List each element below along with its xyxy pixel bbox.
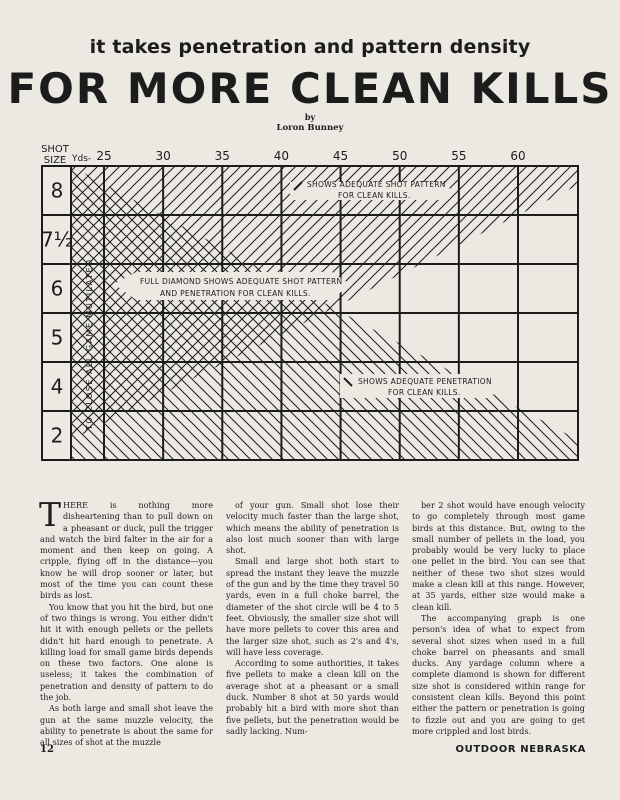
penetration-annotation-line2: FOR CLEAN KILLS.	[388, 388, 461, 397]
shot-size-label: 2	[50, 423, 64, 448]
shot-size-label: 8	[50, 178, 64, 203]
diamond-annotation-line1: FULL DIAMOND SHOWS ADEQUATE SHOT PATTERN	[140, 277, 343, 286]
article-paragraph: ber 2 shot would have enough velocity to go completely through most game birds at this distance. But, owing to the small number of pellets in the load, you probably would be very lucky to place one pellet in the bird. You can see that neither of these two shot sizes would make a clean kill at this range. However, at 35 yards, either size would make a clean kill.	[412, 500, 585, 612]
article-paragraph	[39, 495, 213, 602]
x-tick-25: 25	[96, 149, 112, 163]
x-tick-40: 40	[273, 149, 290, 163]
pattern-annotation-line2: FOR CLEAN KILLS.	[338, 191, 411, 200]
article-body	[39, 495, 585, 749]
side-label-mutilated: TO CLOSE ALL GAME MUTILATED	[85, 258, 94, 430]
x-tick-55: 55	[451, 149, 467, 163]
drop-cap: T	[39, 495, 62, 534]
headline: FOR MORE CLEAN KILLS	[7, 64, 613, 113]
article-column-2	[226, 500, 399, 749]
shot-size-label: 4	[50, 374, 64, 399]
article-paragraph: You know that you hit the bird, but one of two things is wrong. You either didn't hit it with enough pellets or the pellets didn't hit hard enough to penetrate. A killing load for small game birds depends on these two factors. One alone is useless; it takes the combination of penetration and density of pattern to do the job.	[40, 601, 213, 703]
article-paragraph: According to some authorities, it takes five pellets to make a clean kill on the average shot at a pheasant or a small duck. Number 8 shot at 50 yards would probably hit a bird with more shot than five pellets, but the penetration would be sadly lacking. Num-	[226, 658, 399, 736]
corner-label-size: SIZE	[43, 155, 67, 166]
article-paragraph: The accompanying graph is one person's idea of what to expect from several shot sizes when used in a full choke barrel on pheasants and small ducks. Any yardage column where a complete diamond is shown for different size shot is considered within range for consistent clean kills. Beyond this point either the pattern or penetration is going to fizzle out and you are going to get more crippled and lost birds.	[412, 612, 585, 736]
article-paragraph: As both large and small shot leave the gun at the same muzzle velocity, the ability to penetrate is about the same for all sizes of shot at the muzzle	[40, 703, 213, 748]
byline-author: Loron Bunney	[276, 123, 344, 133]
yards-label: Yds-	[72, 154, 92, 164]
kicker-line: it takes penetration and pattern density	[89, 36, 531, 58]
x-tick-45: 45	[332, 149, 349, 163]
article-paragraph-text: HERE is nothing more disheartening than to pull down on a pheasant or duck, pull the trigger and watch the bird falter in the air for a moment and then keep on going. A cripple, flying off in the distance—you know he will drop sooner or later, but most of the time you can count these birds as lost.	[40, 500, 213, 601]
shot-size-label: 6	[50, 276, 64, 301]
article-paragraph: Small and large shot both start to spread the instant they leave the muzzle of the gun and by the time they travel 50 yards, even in a full choke barrel, the diameter of the shot circle will be 4 to 5 feet. Obviously, the smaller size shot will have more pellets to cover this area and the larger size shot, such as 2's and 4's, will have less coverage.	[226, 556, 399, 657]
x-tick-50: 50	[392, 149, 408, 163]
penetration-annotation-line1: SHOWS ADEQUATE PENETRATION	[358, 377, 492, 386]
page-number: 12	[40, 744, 54, 755]
article-column-3	[412, 500, 585, 749]
x-tick-30: 30	[155, 149, 171, 163]
diamond-annotation-line2: AND PENETRATION FOR CLEAN KILLS.	[160, 289, 311, 298]
pattern-annotation-line1: SHOWS ADEQUATE SHOT PATTERN	[307, 180, 446, 189]
magazine-name: OUTDOOR NEBRASKA	[455, 744, 586, 755]
x-tick-35: 35	[214, 149, 230, 163]
article-column-1	[39, 495, 213, 749]
corner-label-shot: SHOT	[41, 144, 69, 155]
shot-size-label: 7½	[40, 227, 74, 252]
shot-size-label: 5	[50, 325, 64, 350]
byline-by: by	[304, 112, 316, 122]
x-tick-60: 60	[510, 149, 526, 163]
article-paragraph: of your gun. Small shot lose their velocity much faster than the large shot, which means the ability of penetration is also lost much sooner than with large shot.	[226, 500, 399, 556]
